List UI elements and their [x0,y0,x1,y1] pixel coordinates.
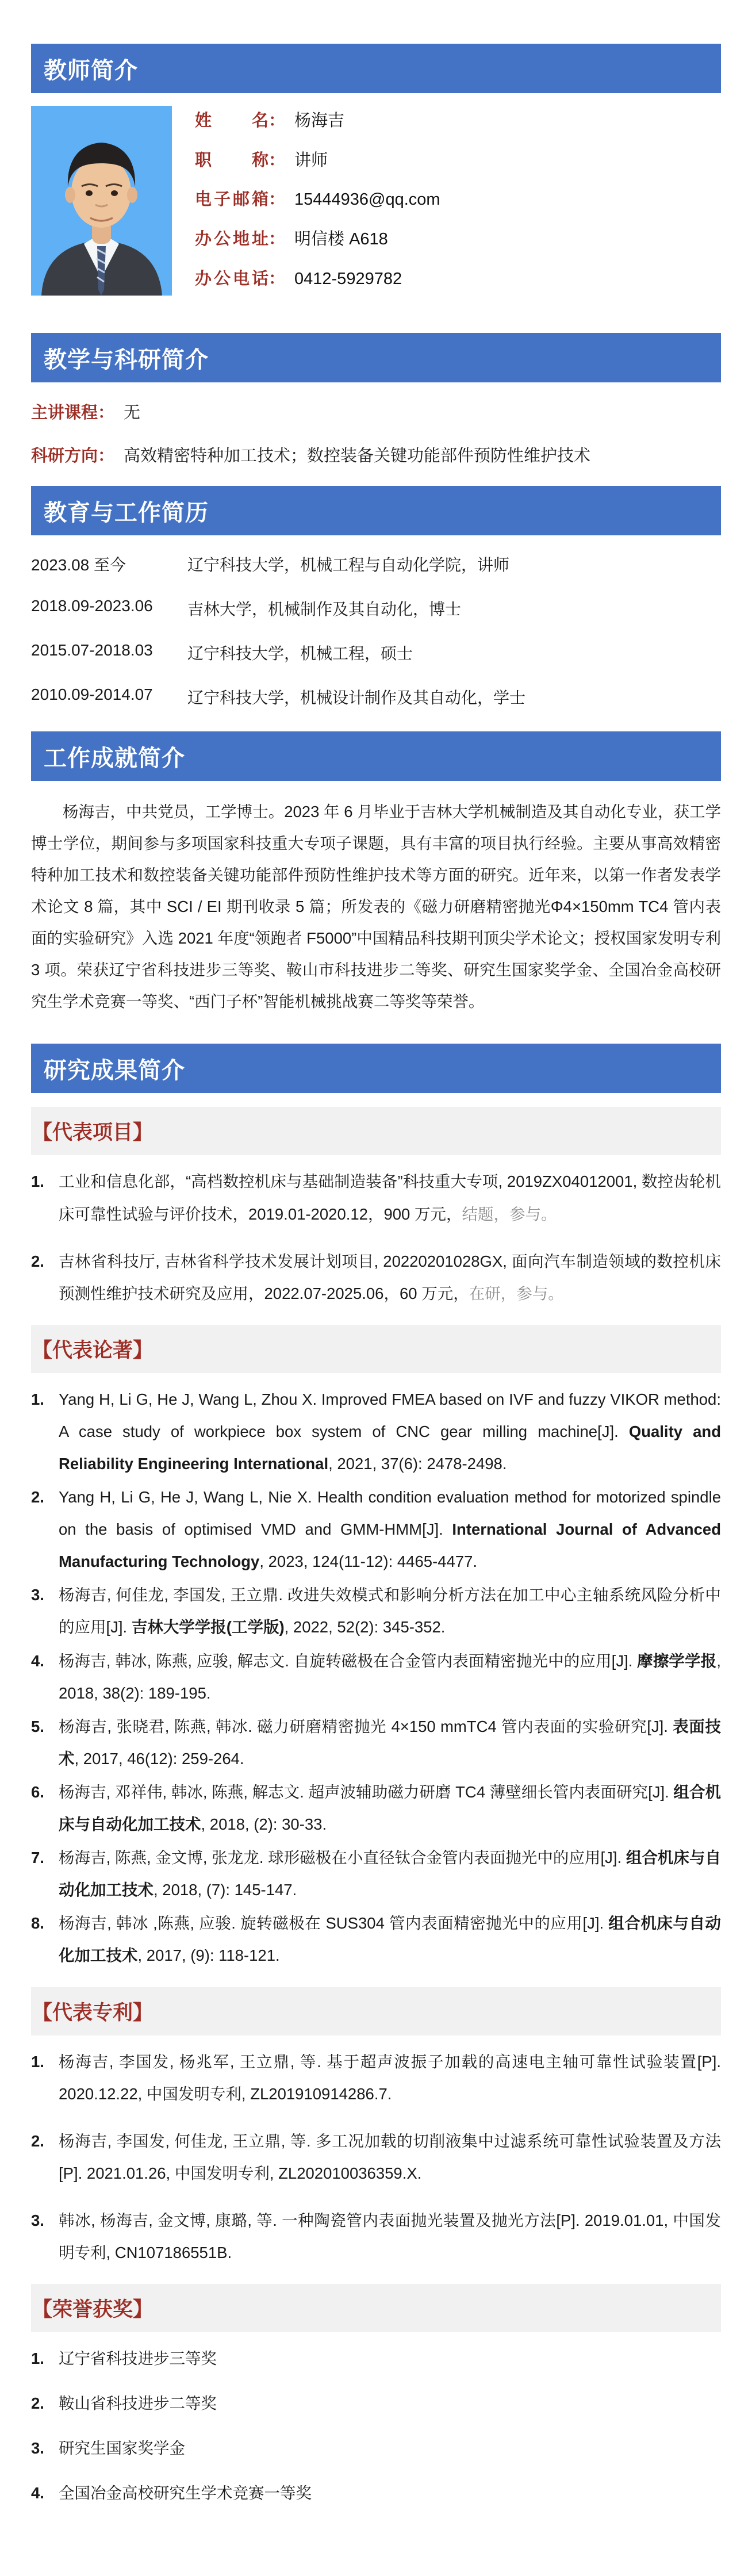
item-segment: Yang H, Li G, He J, Wang L, Nie X. Health condition evaluation method for motorized spindle on the basis of optimised VMD and GMM-HMM[J]. [59,1488,721,1539]
education-history-list [31,553,721,708]
field-label: 姓名 [195,112,268,130]
item-number: 4. [31,1651,44,1670]
item-segment: , 2018, (2): 30-33. [201,1815,327,1834]
honor-item [31,2387,721,2420]
field-value: 明信楼 A618 [294,230,388,249]
item-segment: International Journal of Advanced Manufacturing Technology [59,1520,721,1571]
item-segment: 杨海吉, 何佳龙, 李国发, 王立鼎. 改进失效模式和影响分析方法在加工中心主轴系统风险分析中的应用[J]. [59,1586,721,1636]
item-number: 2. [31,2394,44,2413]
item-text [59,2125,721,2190]
field-label: 科研方向 [31,447,98,466]
item-text [59,1842,721,1906]
field-label: 办公电话 [195,269,268,288]
subsection-header-patents: 【代表专利】 [31,1987,721,2035]
item-number: 4. [31,2484,44,2502]
section-header-teacher-intro [31,44,721,93]
item-segment: 工业和信息化部，“高档数控机床与基础制造装备”科技重大专项, 2019ZX04012001, 数控齿轮机床可靠性试验与评价技术，2019.01-2020.12，900 万元， [59,1172,721,1223]
patent-item [31,2046,721,2110]
item-segment: 组合机床与自动化加工技术 [59,1849,721,1899]
teacher-photo [31,106,172,296]
projects-list [31,1166,721,1309]
item-text [59,2343,721,2375]
section-title: 研究成果简介 [44,1057,185,1083]
item-segment: , 2017, (9): 118-121. [137,1946,280,1965]
education-row [31,553,721,576]
subsection-header-honors: 【荣誉获奖】 [31,2284,721,2332]
item-text [59,1383,721,1480]
field-value: 0412-5929782 [294,269,402,288]
field-label: 办公地址 [195,230,268,249]
field-colon: ： [98,404,115,423]
education-row [31,641,721,664]
subsection-header-publications: 【代表论著】 [31,1325,721,1373]
section-title: 教学与科研简介 [44,347,209,373]
publication-item [31,1711,721,1775]
item-segment: Yang H, Li G, He J, Wang L, Zhou X. Improved FMEA based on IVF and fuzzy VIKOR method: A case study of workpiece box system of CNC gear milling machine[J]. [59,1390,721,1440]
education-period: 2010.09-2014.07 [31,685,153,704]
honors-list [31,2343,721,2509]
field-label: 主讲课程 [31,404,98,423]
item-number: 1. [31,1390,44,1408]
item-text [59,1711,721,1775]
section-title: 教育与工作简历 [44,500,209,526]
item-number: 3. [31,1586,44,1604]
item-segment: Quality and Reliability Engineering International [59,1422,721,1473]
teacher-portrait-image [31,106,172,296]
item-number: 2. [31,1488,44,1506]
field-colon: ： [268,190,286,209]
field-colon: ： [98,447,115,466]
faculty-profile-page [31,0,721,2576]
item-text [59,1579,721,1643]
item-segment: 吉林大学学报(工学版) [131,1618,285,1636]
publication-item [31,1383,721,1480]
publication-item [31,1842,721,1906]
item-segment: 杨海吉, 李国发, 何佳龙, 王立鼎, 等. 多工况加载的切削液集中过滤系统可靠性试验装置及方法[P]. 2021.01.26, 中国发明专利, ZL202010036359.X. [59,2132,721,2182]
education-detail: 辽宁科技大学，机械工程与自动化学院，讲师 [187,556,510,574]
item-number: 7. [31,1849,44,1867]
item-number: 2. [31,1252,44,1270]
education-row [31,685,721,708]
education-detail: 辽宁科技大学，机械设计制作及其自动化，学士 [187,689,526,707]
education-detail: 吉林大学，机械制作及其自动化，博士 [187,600,462,619]
education-period: 2018.09-2023.06 [31,597,153,615]
item-segment: 杨海吉, 张晓君, 陈燕, 韩冰. 磁力研磨精密抛光 4×150 mmTC4 管内表面的实验研究[J]. [59,1717,673,1735]
field-colon: ： [268,269,286,288]
item-segment: 杨海吉, 陈燕, 金文博, 张龙龙. 球形磁极在小直径钛合金管内表面抛光中的应用[J]. [59,1849,626,1867]
item-text [59,1166,721,1230]
item-segment: 结题，参与。 [462,1205,557,1223]
teaching-research-block [31,400,721,466]
item-number: 5. [31,1717,44,1735]
project-item [31,1166,721,1230]
item-segment: 组合机床与自动化加工技术 [59,1914,722,1965]
education-detail: 辽宁科技大学，机械工程，硕士 [187,645,413,663]
patents-list [31,2046,721,2270]
field-value: 无 [124,404,141,423]
item-text [59,2205,721,2269]
item-text [59,2432,721,2464]
item-segment: 全国冶金高校研究生学术竞赛一等奖 [59,2484,312,2502]
profile-field [195,150,721,172]
section-header-research-results [31,1044,721,1093]
field-colon: ： [268,112,286,130]
education-period: 2015.07-2018.03 [31,641,153,660]
item-text [59,1245,721,1310]
item-segment: 研究生国家奖学金 [59,2439,185,2458]
item-segment: 杨海吉, 李国发, 杨兆军, 王立鼎, 等. 基于超声波振子加载的高速电主轴可靠性试验装置[P]. 2020.12.22, 中国发明专利, ZL201910914286.7. [59,2052,721,2103]
publication-item [31,1776,721,1841]
profile-field [195,189,721,211]
honor-item [31,2477,721,2509]
item-segment: 杨海吉, 邓祥伟, 韩冰, 陈燕, 解志文. 超声波辅助磁力研磨 TC4 薄壁细长管内表面研究[J]. [59,1782,674,1801]
item-number: 1. [31,1172,44,1191]
honor-item [31,2343,721,2375]
item-segment: 杨海吉, 韩冰, 陈燕, 应骏, 解志文. 自旋转磁极在合金管内表面精密抛光中的应用[J]. [59,1651,638,1670]
item-text [59,2046,721,2110]
publication-item [31,1579,721,1643]
field-value: 讲师 [294,151,328,170]
item-text [59,1481,721,1578]
item-segment: , 2022, 52(2): 345-352. [284,1618,446,1636]
item-text [59,1776,721,1841]
item-segment: , 2021, 37(6): 2478-2498. [328,1455,507,1473]
item-text [59,1645,721,1709]
publication-item [31,1481,721,1578]
education-row [31,597,721,620]
item-number: 1. [31,2052,44,2071]
profile-field [195,269,721,290]
item-segment: 鞍山省科技进步二等奖 [59,2394,217,2413]
item-segment: 组合机床与自动化加工技术 [59,1782,721,1834]
patent-item [31,2205,721,2269]
section-header-teaching-research [31,333,721,382]
item-text [59,2387,721,2420]
item-segment: 辽宁省科技进步三等奖 [59,2349,217,2368]
honor-item [31,2432,721,2464]
project-item [31,1245,721,1310]
publication-item [31,1907,721,1972]
publications-list [31,1383,721,1972]
profile-block [31,106,721,308]
item-number: 6. [31,1782,44,1801]
section-title: 工作成就简介 [44,745,185,771]
item-number: 8. [31,1914,44,1933]
item-number: 2. [31,2132,44,2150]
item-segment: 杨海吉, 韩冰 ,陈燕, 应骏. 旋转磁极在 SUS304 管内表面精密抛光中的应用[J]. [59,1914,609,1933]
subsection-header-projects: 【代表项目】 [31,1107,721,1155]
profile-field [195,229,721,251]
teaching-field [31,400,721,423]
item-number: 3. [31,2439,44,2458]
section-header-education-history [31,486,721,535]
item-segment: , 2017, 46(12): 259-264. [74,1749,244,1768]
field-value: 杨海吉 [294,112,345,130]
item-number: 1. [31,2349,44,2368]
item-segment: 吉林省科技厅, 吉林省科学技术发展计划项目, 20220201028GX, 面向汽车制造领域的数控机床预测性维护技术研究及应用，2022.07-2025.06，60 万元， [59,1252,721,1302]
profile-field [195,110,721,132]
profile-fields [195,106,721,308]
item-segment: 韩冰, 杨海吉, 金文博, 康璐, 等. 一种陶瓷管内表面抛光装置及抛光方法[P]. 2019.01.01, 中国发明专利, CN107186551B. [59,2211,721,2261]
teaching-field [31,443,721,466]
field-value: 高效精密特种加工技术；数控装备关键功能部件预防性维护技术 [124,447,591,466]
item-segment: , 2018, (7): 145-147. [154,1881,297,1899]
field-value: 15444936@qq.com [294,190,440,209]
patent-item [31,2125,721,2190]
item-number: 3. [31,2211,44,2229]
field-colon: ： [268,151,286,170]
item-text [59,1907,721,1972]
section-title: 教师简介 [44,57,138,83]
field-label: 电子邮箱 [195,190,268,209]
publication-item [31,1645,721,1709]
item-text [59,2477,721,2509]
achievement-paragraph: 杨海吉，中共党员，工学博士。2023 年 6 月毕业于吉林大学机械制造及其自动化专业，获工学博士学位，期间参与多项国家科技重大专项子课题，具有丰富的项目执行经验。主要从事高效精密特种加工技术和数控装备关键功能部件预防性维护技术等方面的研究。近年来，以第一作者发表学术论文 8 篇，其中 SCI / EI 期刊收录 5 篇；所发表的《磁力研磨精密抛光Φ4×150mm TC4 管内表面的实验研究》入选 2021 年度“领跑者 F5000”中国精品科技期刊顶尖学术论文；授权国家发明专利 3 项。荣获辽宁省科技进步三等奖、鞍山市科技进步二等奖、研究生国家奖学金、全国冶金高校研究生学术竞赛一等奖、“西门子杯”智能机械挑战赛二等奖等荣誉。 [31,803,721,1011]
item-segment: 在研，参与。 [469,1284,564,1302]
item-segment: 表面技术 [59,1717,722,1768]
section-header-work-achievements [31,731,721,781]
item-segment: , 2018, 38(2): 189-195. [59,1651,721,1702]
field-label: 职称 [195,151,268,170]
education-period: 2023.08 至今 [31,556,126,574]
item-segment: 摩擦学学报 [637,1651,717,1670]
item-segment: , 2023, 124(11-12): 4465-4477. [259,1552,478,1571]
field-colon: ： [268,230,286,249]
